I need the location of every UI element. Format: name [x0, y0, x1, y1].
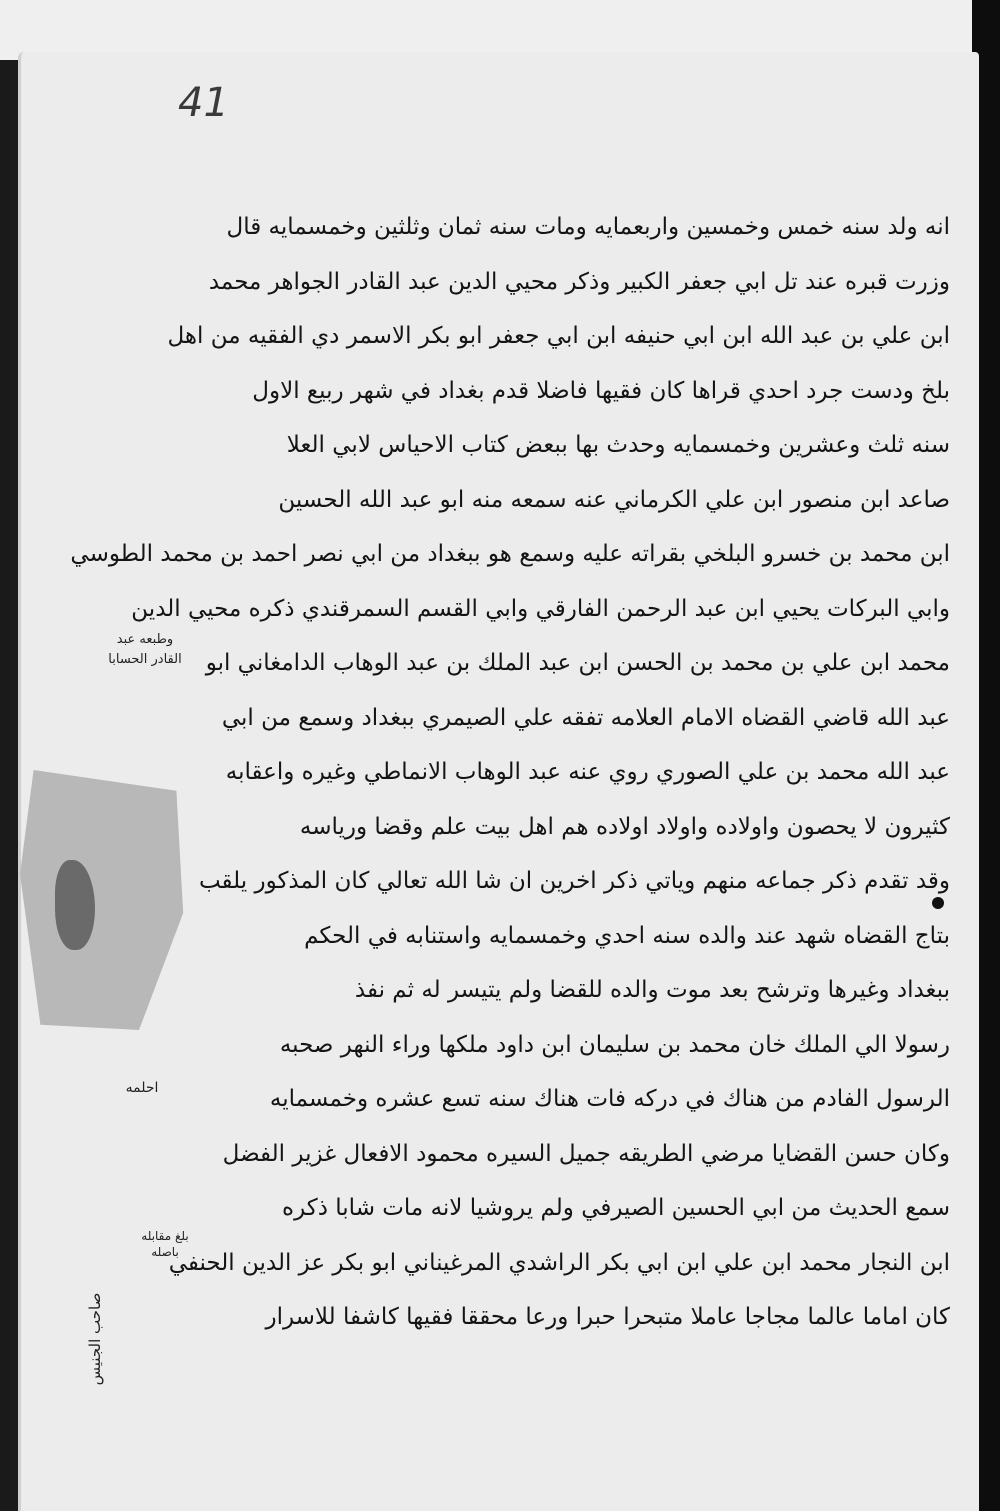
text-line-21: كان اماما عالما مجاجا عاملا متبحرا حبرا ورعا محققا فقيها كاشفا للاسرار — [265, 1304, 950, 1330]
text-line-3: ابن علي بن عبد الله ابن ابي حنيفه ابن ابي جعفر ابو بكر الاسمر دي الفقيه من اهل — [167, 323, 950, 349]
text-line-20: ابن النجار محمد ابن علي ابن ابي بكر الراشدي المرغيناني ابو بكر عز الدين الحنفي — [168, 1249, 950, 1276]
margin-note-top: وطبعه عبد القادر الحسابا — [108, 632, 182, 667]
text-line-15: ببغداد وغيرها وترشح بعد موت والده للقضا ولم يتيسر له ثم نفذ — [354, 977, 950, 1003]
margin-note-middle: احلمه — [125, 1080, 159, 1096]
text-line-18: وكان حسن القضايا مرضي الطريقه جميل السيره محمود الافعال غزير الفضل — [222, 1140, 950, 1167]
margin-note-vertical: صاحب الجنيس — [86, 1292, 104, 1386]
text-line-6: صاعد ابن منصور ابن علي الكرماني عنه سمعه منه ابو عبد الله الحسين — [278, 486, 950, 513]
text-line-1: انه ولد سنه خمس وخمسين واربعمايه ومات سنه ثمان وثلثين وخمسمايه قال — [226, 214, 950, 240]
text-line-8: وابي البركات يحيي ابن عبد الرحمن الفارقي وابي القسم السمرقندي ذكره محيي الدين — [131, 595, 950, 622]
text-line-17: الرسول الفادم من هناك في دركه فات هناك سنه تسع عشره وخمسمايه — [269, 1086, 950, 1112]
text-line-2: وزرت قبره عند تل ابي جعفر الكبير وذكر محيي الدين عبد القادر الجواهر محمد — [208, 268, 950, 295]
text-line-19: سمع الحديث من ابي الحسين الصيرفي ولم يروشيا لانه مات شابا ذكره — [282, 1195, 950, 1221]
scan-top-edge — [0, 0, 1000, 60]
text-line-10: عبد الله قاضي القضاه الامام العلامه تفقه علي الصيمري ببغداد وسمع من ابي — [221, 704, 950, 731]
text-line-5: سنه ثلث وعشرين وخمسمايه وحدث بها ببعض كتاب الاحياس لابي العلا — [286, 432, 950, 458]
text-line-9: محمد ابن علي بن محمد بن الحسن ابن عبد الملك بن عبد الوهاب الدامغاني ابو — [205, 650, 950, 676]
text-line-4: بلخ ودست جرد احدي قراها كان فقيها فاضلا قدم بغداد في شهر ربيع الاول — [252, 377, 950, 404]
text-line-14: بتاج القضاه شهد عند والده سنه احدي وخمسمايه واستنابه في الحكم — [304, 922, 950, 949]
folio-number: 41 — [178, 80, 229, 126]
margin-note-collation: بلغ مقابله باصله — [141, 1229, 189, 1259]
text-line-12: كثيرون لا يحصون واولاده واولاد اولاده هم اهل بيت علم وقضا ورياسه — [299, 813, 950, 840]
text-line-13: وقد تقدم ذكر جماعه منهم وياتي ذكر اخرين ان شا الله تعالي كان المذكور يلقب — [198, 868, 950, 894]
text-line-7: ابن محمد بن خسرو البلخي بقراته عليه وسمع هو ببغداد من ابي نصر احمد بن محمد الطوسي — [70, 541, 950, 567]
text-line-16: رسولا الي الملك خان محمد بن سليمان ابن داود ملكها وراء النهر صحبه — [279, 1031, 950, 1058]
text-line-11: عبد الله محمد بن علي الصوري روي عنه عبد الوهاب الانماطي وغيره واعقابه — [225, 759, 950, 785]
